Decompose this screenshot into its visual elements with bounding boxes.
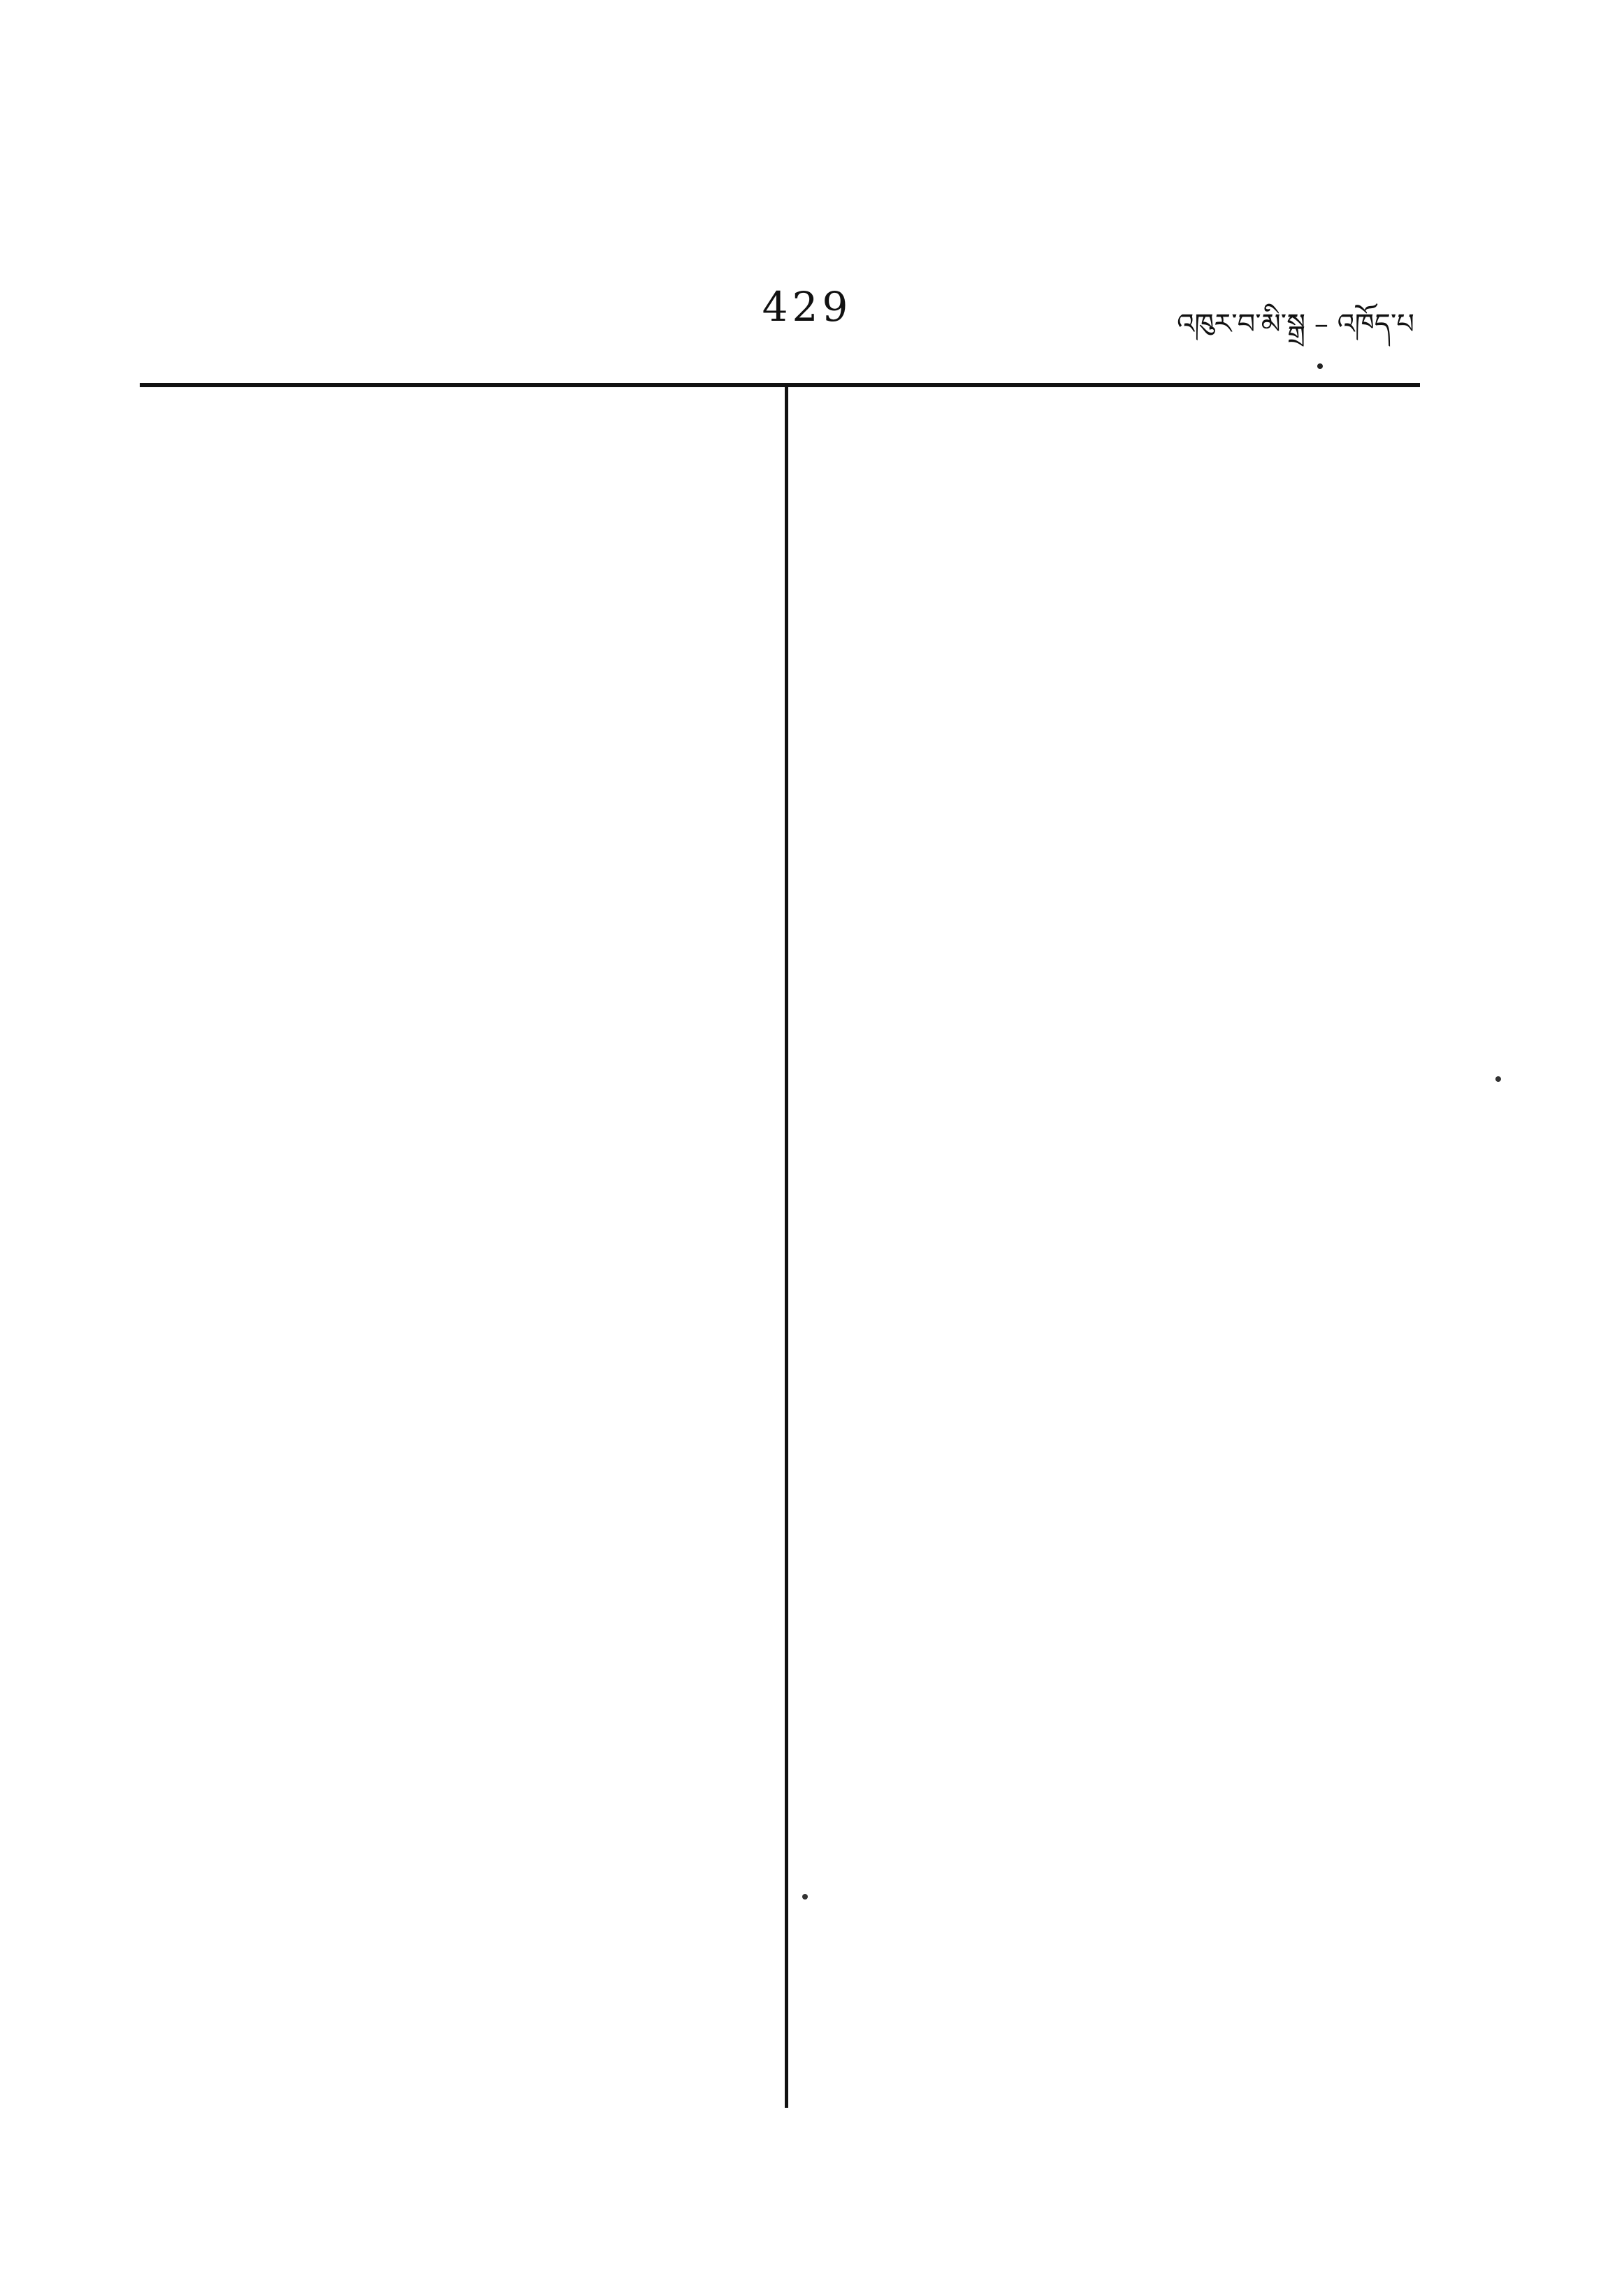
column-divider <box>785 383 788 2108</box>
stray-mark <box>1495 1076 1501 1082</box>
stray-mark <box>802 1894 808 1900</box>
top-rule <box>140 383 1420 387</box>
running-head: འཁུར་བ་མི་སྒྲ – འཁོད་པ <box>1177 308 1414 340</box>
head-dot <box>1317 363 1323 369</box>
page-number: 429 <box>762 283 853 331</box>
